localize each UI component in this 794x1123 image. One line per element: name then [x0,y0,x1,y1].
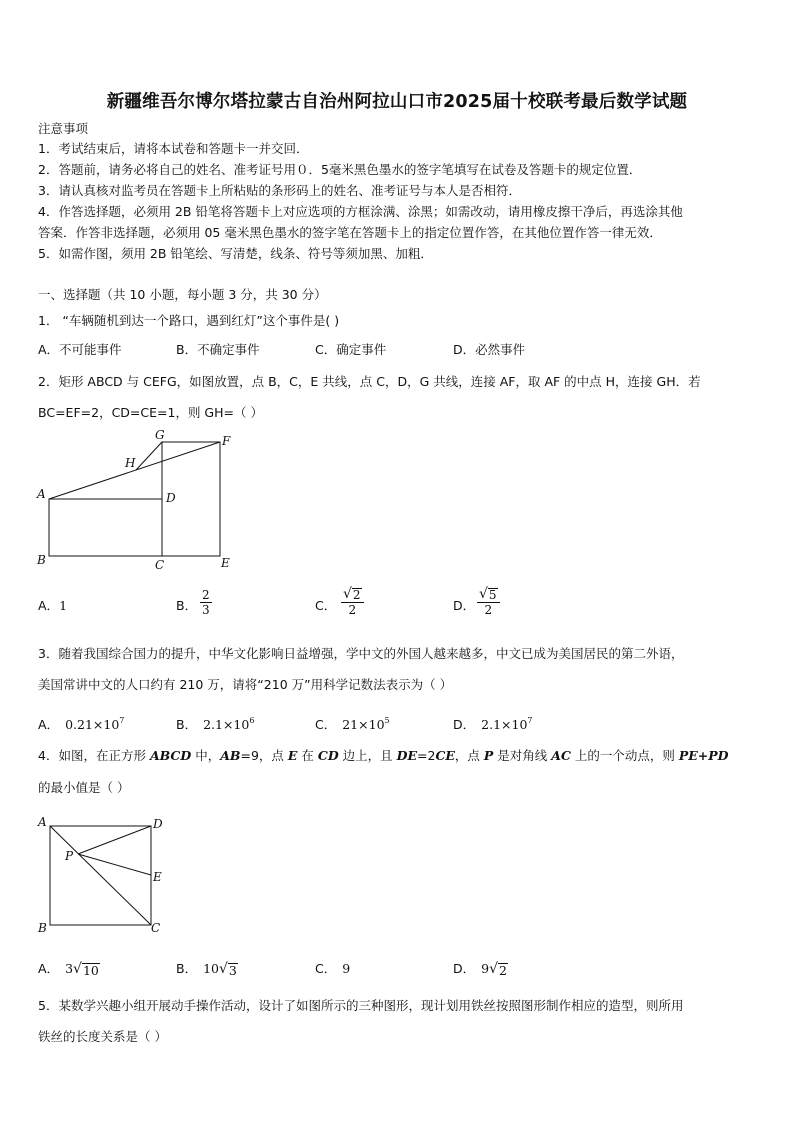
option-value: 9 [342,961,351,976]
q3-option-d [453,713,533,733]
radicand: 2 [352,588,361,602]
q3-option-c [315,713,390,733]
option-exponent: 7 [527,716,533,725]
option-letter: C． [315,961,337,976]
numerator: √ 2 [343,586,361,602]
label-h: H [125,456,136,470]
option-letter: C． [315,717,337,732]
q1-option-d: D．必然事件 [453,342,526,357]
q4-option-b: B． 10 √ 3 [176,961,237,978]
option-exponent: 6 [249,716,255,725]
q5-stem-line2: 铁丝的长度关系是（ ） [38,1029,167,1044]
q1-option-b: B．不确定事件 [176,342,260,357]
option-coef: 10 [203,961,219,976]
q4-option-c [315,961,350,977]
notice-item: 4．作答选择题，必须用 2B 铅笔将答题卡上对应选项的方框涂满、涂黑；如需改动，请用橡皮擦干净后，再选涂其他 [38,204,683,219]
option-radicand: 2 [499,963,507,978]
option-radicand: 3 [228,963,237,978]
option-base: 2.1×10 [481,717,528,732]
label-f: F [222,434,231,448]
notice-item: 5．如需作图，须用 2B 铅笔绘、写清楚，线条、符号等须加黑、加粗． [38,246,433,261]
stem-text: 中， [191,748,221,763]
stem-text: ，点 [454,748,484,763]
q2-option-d-fraction [477,587,500,617]
label-e: E [153,870,162,884]
q5-stem-line1: 5．某数学兴趣小组开展动手操作活动，设计了如图所示的三种图形，现计划用铁丝按照图形制作相应的造型，则所用 [38,998,684,1013]
q2-option-b-fraction [200,588,212,617]
rect-abcd [49,499,162,556]
notice-item: 3．请认真核对监考员在答题卡上所粘贴的条形码上的姓名、准考证号与本人是否相符． [38,183,521,198]
section-heading: 一、选择题（共 10 小题，每小题 3 分，共 30 分） [38,287,327,302]
label-e: E [221,556,230,570]
option-letter: A． [38,598,60,613]
q4-stem-line2: 的最小值是（ ） [38,780,130,795]
page-title: 新疆维吾尔博尔塔拉蒙古自治州阿拉山口市2025届十校联考最后数学试题 [106,92,688,112]
option-exponent: 7 [119,716,125,725]
denominator: 2 [484,603,493,617]
option-letter: B． [176,961,198,976]
q2-option-d-letter: D． [453,598,476,613]
notice-item: 2．答题前，请务必将自己的姓名、准考证号用０．5毫米黑色墨水的签字笔填写在试卷及答题卡的规定位置． [38,162,642,177]
q2-stem-line1: 2．矩形 ABCD 与 CEFG，如图放置，点 B，C，E 共线，点 C，D，G 共线，连接 AF，取 AF 的中点 H，连接 GH．若 [38,374,701,389]
option-coef: 3 [65,961,74,976]
option-letter: A． [38,717,60,732]
q2-option-b-letter: B． [176,598,198,613]
label-c: C [151,921,161,935]
q4-stem-line1 [38,748,729,764]
q3-option-a [38,713,124,733]
numerator: √ 5 [479,586,497,602]
option-radicand: 10 [82,963,99,978]
stem-math: E [287,748,298,763]
stem-math: P [483,748,494,763]
option-base: 0.21×10 [65,717,120,732]
label-d: D [166,491,176,505]
option-letter: B． [176,717,198,732]
q3-stem-line2: 美国常讲中文的人口约有 210 万，请将“210 万”用科学记数法表示为（ ） [38,677,453,692]
label-a: A [38,815,47,829]
segment-af [49,442,220,499]
q4-option-a: A． 3 √ 10 [38,961,99,978]
stem-math: PE+PD [678,748,729,763]
denominator: 2 [348,603,357,617]
label-b: B [38,921,47,935]
option-base: 2.1×10 [203,717,250,732]
q3-stem-line1: 3．随着我国综合国力的提升，中华文化影响日益增强，学中文的外国人越来越多，中文已成为美国居民的第二外语， [38,646,684,661]
q2-option-c-letter: C． [315,598,337,613]
q1-option-a: A．不可能事件 [38,342,122,357]
stem-math: AB [220,748,241,763]
label-c: C [155,558,165,572]
q2-stem-line2: BC=EF=2，CD=CE=1，则 GH=（ ） [38,405,263,420]
denominator: 3 [202,603,210,617]
option-coef: 9 [481,961,490,976]
notice-heading: 注意事项 [38,121,89,136]
stem-math: DE [396,748,417,763]
option-letter: D． [453,961,476,976]
stem-math: ABCD [149,748,192,763]
q4-option-d: D． 9 √ 2 [453,961,507,978]
stem-text: =2 [417,748,436,763]
stem-math: AC [551,748,571,763]
notice-item: 答案．作答非选择题，必须用 05 毫米黑色墨水的签字笔在答题卡上的指定位置作答，在其他位置作答一律无效． [38,225,662,240]
q2-option-c-fraction [341,587,364,617]
option-exponent: 5 [384,716,390,725]
label-p: P [65,849,74,863]
q1-stem: 1． “车辆随机到达一个路口，遇到红灯”这个事件是( ) [38,313,340,328]
label-g: G [155,428,165,442]
option-base: 21×10 [342,717,385,732]
stem-text: 在 [297,748,318,763]
option-letter: A． [38,961,60,976]
radicand: 5 [488,588,497,602]
q2-figure [34,424,244,574]
stem-math: CD [317,748,339,763]
segment-pd [78,826,151,854]
q1-option-c: C．确定事件 [315,342,387,357]
stem-math: CE [435,748,455,763]
stem-text: 4．如图，在正方形 [38,748,150,763]
label-a: A [37,487,46,501]
q3-option-b [176,713,254,733]
numerator: 2 [202,588,210,602]
label-b: B [37,553,46,567]
stem-text: =9，点 [240,748,288,763]
option-letter: D． [453,717,476,732]
notice-item: 1．考试结束后，请将本试卷和答题卡一并交回． [38,141,309,156]
stem-text: 上的一个动点，则 [570,748,679,763]
stem-text: 是对角线 [493,748,552,763]
option-value: 1 [59,598,68,613]
q4-figure [34,812,174,937]
diagonal-ac [50,826,151,925]
label-d: D [153,817,163,831]
q2-option-a [38,598,67,614]
stem-text: 边上，且 [338,748,397,763]
